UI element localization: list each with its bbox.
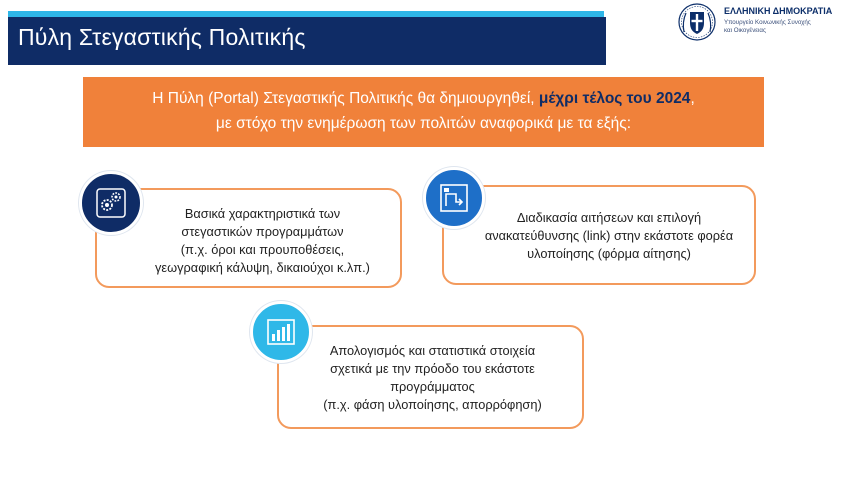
card-line: προγράμματος (390, 379, 475, 394)
banner-deadline-highlight: μέχρι τέλος του 2024 (538, 90, 691, 107)
card-line: Βασικά χαρακτηριστικά των (184, 206, 341, 221)
card-line: στεγαστικών προγραμμάτων (181, 224, 344, 239)
banner-text: Η Πύλη (Portal) Στεγαστικής Πολιτικής θα δημιουργηθεί, (152, 90, 539, 107)
banner-line-2: με στόχο την ενημέρωση των πολιτών αναφορικά με τα εξής: (215, 115, 632, 132)
card-text (125, 205, 400, 277)
greek-coat-of-arms-icon (676, 2, 718, 42)
info-card-application-process (442, 185, 756, 285)
card-line: υλοποίησης (φόρμα αίτησης) (527, 246, 691, 261)
ministry-logo (676, 0, 842, 44)
card-text (464, 209, 754, 263)
logo-ministry-line2: και Οικογένειας (724, 27, 766, 34)
intro-banner (83, 77, 764, 147)
card-line: Διαδικασία αιτήσεων και επιλογή (516, 210, 702, 225)
card-line: σχετικά με την πρόοδο του εκάστοτε (330, 361, 535, 376)
card-line: γεωγραφική κάλυψη, δικαιούχοι κ.λπ.) (155, 260, 370, 275)
logo-country-name: ΕΛΛΗΝΙΚΗ ΔΗΜΟΚΡΑΤΙΑ (724, 6, 833, 16)
card-line: ανακατεύθυνσης (link) στην εκάστοτε φορέα (484, 228, 734, 243)
banner-comma: , (690, 90, 695, 107)
card-line: (π.χ. όροι και προυποθέσεις, (180, 242, 345, 257)
flowchart-icon (423, 167, 485, 229)
banner-line-1 (83, 90, 764, 108)
card-line: (π.χ. φάση υλοποίησης, απορρόφηση) (323, 397, 542, 412)
gears-icon (79, 171, 143, 235)
card-line: Απολογισμός και στατιστικά στοιχεία (329, 343, 536, 358)
card-text (285, 342, 580, 414)
logo-ministry-line1: Υπουργείο Κοινωνικής Συνοχής (724, 19, 811, 26)
page-title: Πύλη Στεγαστικής Πολιτικής (18, 24, 306, 50)
bar-chart-icon (250, 301, 312, 363)
info-card-statistics (277, 325, 584, 429)
